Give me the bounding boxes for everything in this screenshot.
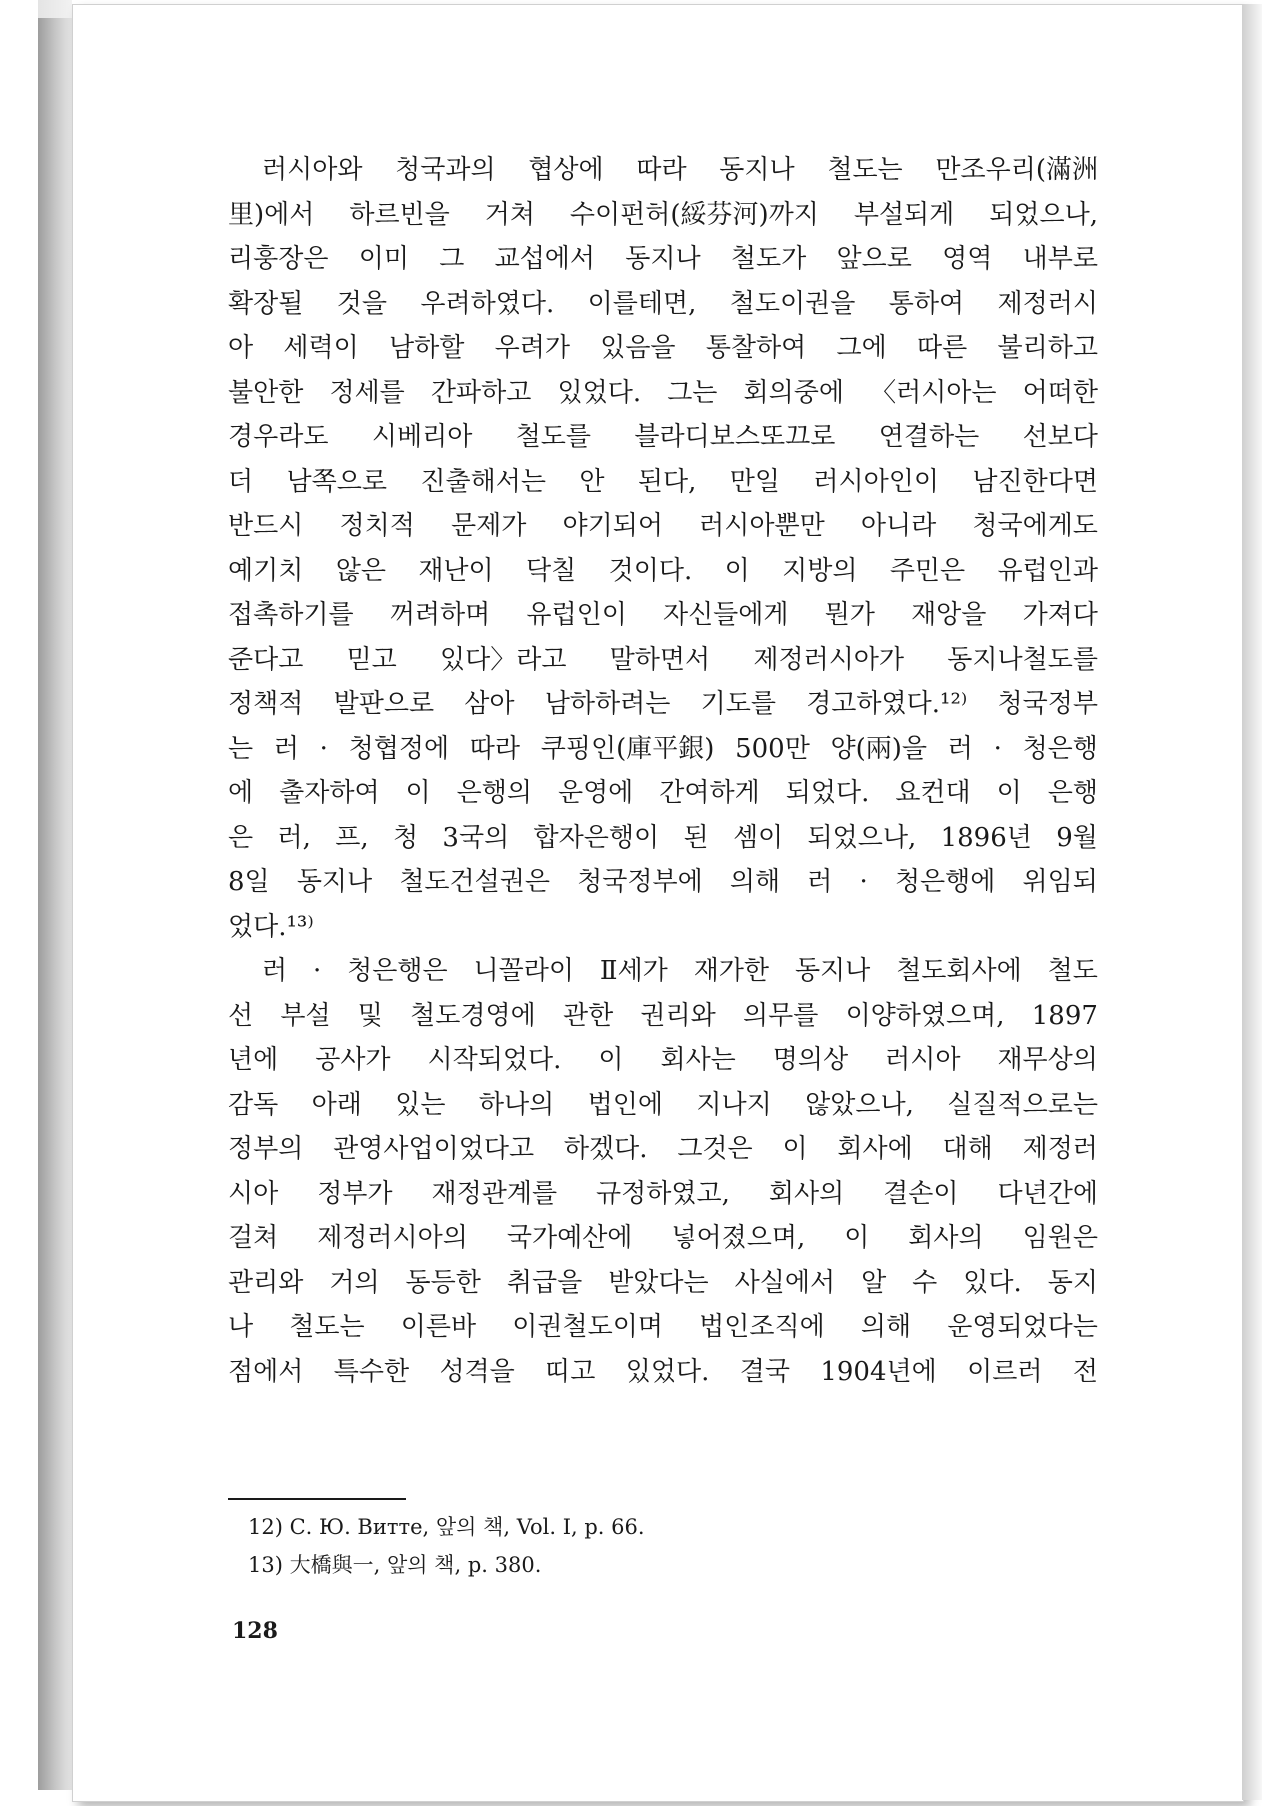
word: 시아 xyxy=(228,1178,279,1209)
word: 철도이권을 xyxy=(729,288,856,319)
word: 1896년 xyxy=(940,822,1032,853)
word: 자신들에게 xyxy=(662,600,789,630)
word: 지나지 xyxy=(696,1089,772,1120)
word: 삼아 xyxy=(464,689,515,719)
word: 재정관계를 xyxy=(431,1178,558,1209)
word: 주민은 xyxy=(889,555,966,586)
word: 제정러시 xyxy=(997,288,1098,319)
word: 발판으로 xyxy=(333,689,435,719)
word: 내부로 xyxy=(1022,244,1098,274)
text-line xyxy=(228,1216,1098,1261)
word: 철도가 xyxy=(730,244,807,274)
word: 의무를 xyxy=(742,1000,819,1031)
word: 꺼려하며 xyxy=(389,600,491,630)
word: 공사가 xyxy=(315,1045,391,1075)
word: 제정러시아가 xyxy=(753,644,905,675)
word: 진출해서는 xyxy=(420,466,546,497)
word: 8일 xyxy=(228,867,270,897)
footnote-divider xyxy=(228,1498,406,1500)
text-line xyxy=(228,549,1098,594)
word: 것을 xyxy=(336,288,387,319)
word: 철도를 xyxy=(515,422,592,452)
word: · xyxy=(313,956,322,986)
word: 그는 xyxy=(667,377,718,408)
word: 러 xyxy=(262,956,288,986)
book-spine xyxy=(38,18,72,1790)
word: 있다. xyxy=(963,1267,1022,1298)
word: 국가예산에 xyxy=(506,1223,633,1253)
word: 되었으나, xyxy=(989,199,1098,230)
page-right-edge-shadow xyxy=(1242,4,1262,1800)
word: Ⅱ세가 xyxy=(599,956,668,986)
word: 선보다 xyxy=(1022,422,1098,452)
word: 아래 xyxy=(311,1089,362,1120)
text-line xyxy=(228,148,1098,193)
word: 시베리아 xyxy=(371,422,473,452)
word: 및 xyxy=(357,1000,383,1031)
word: 그것은 xyxy=(677,1134,753,1164)
word: 의해 xyxy=(729,867,781,897)
word: 특수한 xyxy=(333,1356,410,1387)
word: 정치적 xyxy=(339,511,415,541)
word: 것이다. xyxy=(608,555,693,586)
word: 있었다. xyxy=(557,377,642,408)
word: 철도회사에 xyxy=(896,956,1022,986)
word: 청협정에 xyxy=(348,733,450,764)
word: 아니라 xyxy=(860,511,937,541)
word: 에 xyxy=(228,778,254,808)
text-line xyxy=(228,905,1098,950)
word: 법인조직에 xyxy=(699,1312,825,1342)
word: 러, xyxy=(277,822,311,853)
text-line xyxy=(228,1038,1098,1083)
word: 유럽인과 xyxy=(997,555,1098,586)
word: 준다고 xyxy=(228,644,304,675)
text-line xyxy=(228,237,1098,282)
word: 있음을 xyxy=(600,333,676,363)
word: 남쪽으로 xyxy=(286,466,387,497)
word: 협상에 xyxy=(528,155,604,185)
word: 법인에 xyxy=(587,1089,663,1120)
word: 있었다. xyxy=(625,1356,710,1387)
word: 거의 xyxy=(329,1267,380,1298)
word: 재무상의 xyxy=(997,1045,1098,1075)
text-line xyxy=(228,816,1098,861)
word: 교섭에서 xyxy=(494,244,596,274)
word: 청국과의 xyxy=(395,155,496,185)
word: 영역 xyxy=(942,244,993,274)
word: 간파하고 xyxy=(430,377,532,408)
word: 만조우리(滿洲 xyxy=(935,155,1098,185)
text-line xyxy=(228,282,1098,327)
word: 청 xyxy=(392,822,419,853)
word: 재가한 xyxy=(693,956,770,986)
text-line xyxy=(228,994,1098,1039)
word: 믿고 xyxy=(346,644,397,675)
word: 동지나 xyxy=(719,155,795,185)
text-line xyxy=(228,1083,1098,1128)
word: 이양하였으며, xyxy=(845,1000,1005,1031)
word: 지방의 xyxy=(782,555,858,586)
word: 경고하였다.¹²⁾ xyxy=(806,689,968,719)
word: 규정하였고, xyxy=(596,1178,730,1209)
word: 재난이 xyxy=(418,555,494,586)
word: 리훙장은 xyxy=(228,244,329,274)
word: 만일 xyxy=(729,466,780,497)
word: 철도건설권은 xyxy=(399,867,551,897)
word: 어떠한 xyxy=(1022,377,1098,408)
text-line xyxy=(228,1127,1098,1172)
text-line xyxy=(228,638,1098,683)
word: 예기치 xyxy=(228,555,304,586)
word: 동등한 xyxy=(405,1267,481,1298)
word: 철도는 xyxy=(289,1312,365,1342)
word: 나 xyxy=(228,1312,254,1342)
word: 청은행에 xyxy=(894,867,996,897)
word: 청은행은 xyxy=(347,956,448,986)
word: 거쳐 xyxy=(484,199,535,230)
text-line xyxy=(228,682,1098,727)
word: 500만 xyxy=(735,733,810,764)
word: 회사의 xyxy=(908,1223,984,1253)
word: 회사에 xyxy=(837,1134,913,1164)
text-line xyxy=(228,1172,1098,1217)
word: 관영사업이었다고 xyxy=(333,1134,535,1164)
word: 전 xyxy=(1072,1356,1098,1387)
text-line xyxy=(228,949,1098,994)
word: · xyxy=(319,733,328,764)
word: 반드시 xyxy=(228,511,304,541)
word: 동지나 xyxy=(625,244,701,274)
word: 불안한 xyxy=(228,377,304,408)
word: 확장될 xyxy=(228,288,304,319)
word: 러시아인이 xyxy=(813,466,939,497)
word: 그 xyxy=(439,244,465,274)
word: 은행 xyxy=(1047,778,1098,808)
word: 러 xyxy=(947,733,973,764)
word: 있는 xyxy=(395,1089,446,1120)
word: 뭔가 xyxy=(824,600,875,630)
text-line xyxy=(228,326,1098,371)
text-line xyxy=(228,593,1098,638)
text-line xyxy=(228,727,1098,772)
word: 셈이 xyxy=(732,822,784,853)
word: 동지 xyxy=(1047,1267,1098,1298)
word: 제정러시아의 xyxy=(317,1223,468,1253)
word: 연결하는 xyxy=(878,422,980,452)
word: 아 xyxy=(228,333,254,363)
word: 이르러 xyxy=(967,1356,1043,1387)
word: 되었다. xyxy=(785,778,870,808)
word: 부설되게 xyxy=(853,199,955,230)
word: 수 xyxy=(912,1267,938,1298)
word: 정세를 xyxy=(329,377,405,408)
word: 알 xyxy=(861,1267,887,1298)
word: 시작되었다. xyxy=(427,1045,562,1075)
word: 넣어졌으며, xyxy=(671,1223,806,1253)
word: 하겠다. xyxy=(563,1134,648,1164)
word: 회의중에 xyxy=(743,377,844,408)
word: 회사는 xyxy=(660,1045,736,1075)
word: 철도는 xyxy=(827,155,903,185)
word: 러시아와 xyxy=(262,155,363,185)
word: 요컨대 xyxy=(895,778,971,808)
word: · xyxy=(859,867,868,897)
word: 불리하고 xyxy=(997,333,1098,363)
word: 가져다 xyxy=(1022,600,1098,630)
word: 청은행 xyxy=(1022,733,1098,764)
word: 따른 xyxy=(917,333,968,363)
word: 않은 xyxy=(335,555,386,586)
word: 출자하여 xyxy=(279,778,380,808)
word: 더 xyxy=(228,466,254,497)
word: 러시아뿐만 xyxy=(699,511,825,541)
word: 청국정부에 xyxy=(577,867,703,897)
word: 러 xyxy=(273,733,299,764)
text-line xyxy=(228,771,1098,816)
footnote-13: 13) 大橋與一, 앞의 책, p. 380. xyxy=(248,1553,542,1577)
word: 9월 xyxy=(1056,822,1098,853)
text-line xyxy=(228,415,1098,460)
word: 블라디보스또끄로 xyxy=(634,422,836,452)
text-line xyxy=(228,460,1098,505)
word: 합자은행이 xyxy=(533,822,660,853)
footnote-12: 12) С. Ю. Витте, 앞의 책, Vol. I, p. 66. xyxy=(248,1515,645,1539)
word: 그에 xyxy=(836,333,887,363)
word: 정부가 xyxy=(317,1178,393,1209)
word: 말하면서 xyxy=(609,644,711,675)
word: 실질적으로는 xyxy=(947,1089,1098,1120)
word: 우려가 xyxy=(494,333,570,363)
word: 부설 xyxy=(280,1000,331,1031)
word: 되었으나, xyxy=(807,822,917,853)
word: 안 xyxy=(579,466,605,497)
word: 않았으나, xyxy=(805,1089,914,1120)
word: 명의상 xyxy=(772,1045,849,1075)
word: 이 xyxy=(782,1134,808,1164)
word: 이 xyxy=(598,1045,624,1075)
word: 하나의 xyxy=(478,1089,555,1120)
word: 취급을 xyxy=(506,1267,583,1298)
text-line xyxy=(228,1261,1098,1306)
word: 결국 xyxy=(739,1356,790,1387)
word: 남진한다면 xyxy=(972,466,1098,497)
word: 관리와 xyxy=(228,1267,304,1298)
word: 1897 xyxy=(1031,1000,1098,1031)
word: 재앙을 xyxy=(911,600,987,630)
word: 된 xyxy=(683,822,709,853)
text-line xyxy=(228,1305,1098,1350)
word: 은 xyxy=(228,822,254,853)
word: 경우라도 xyxy=(228,422,329,452)
word: 동지나 xyxy=(794,956,871,986)
word: 철도 xyxy=(1047,956,1098,986)
word: 이미 xyxy=(358,244,409,274)
word: 야기되어 xyxy=(562,511,663,541)
word: 닥칠 xyxy=(526,555,577,586)
body-text xyxy=(228,148,1098,1394)
word: 권리와 xyxy=(640,1000,716,1031)
word: 남하할 xyxy=(388,333,465,363)
word: 이 xyxy=(996,778,1022,808)
word: 통찰하여 xyxy=(705,333,807,363)
word: 이를테면, xyxy=(587,288,697,319)
word: 청국정부 xyxy=(997,689,1098,719)
word: 는 xyxy=(228,733,254,764)
word: 점에서 xyxy=(228,1356,304,1387)
word: 었다.¹³⁾ xyxy=(228,911,314,942)
word: 1904년에 xyxy=(820,1356,937,1387)
word: 기도를 xyxy=(700,689,776,719)
word: 년에 xyxy=(228,1045,279,1075)
word: 니꼴라이 xyxy=(473,956,574,986)
word: 문제가 xyxy=(451,511,527,541)
word: 의해 xyxy=(860,1312,912,1342)
word: 남하하려는 xyxy=(544,689,671,719)
word: 앞으로 xyxy=(836,244,912,274)
text-line xyxy=(228,860,1098,905)
word: 하르빈을 xyxy=(349,199,450,230)
book-spine-top xyxy=(38,0,72,18)
word: 청국에게도 xyxy=(972,511,1098,541)
word: 접촉하기를 xyxy=(228,600,354,630)
word: 사실에서 xyxy=(734,1267,836,1298)
word: 운영되었다는 xyxy=(947,1312,1098,1342)
word: 관한 xyxy=(562,1000,614,1031)
word: 성격을 xyxy=(439,1356,515,1387)
word: 걸쳐 xyxy=(228,1223,279,1253)
word: 제정러 xyxy=(1022,1134,1098,1164)
word: 里)에서 xyxy=(228,199,315,230)
word: 우려하였다. xyxy=(420,288,555,319)
word: 임원은 xyxy=(1022,1223,1098,1253)
word: 프, xyxy=(335,822,369,853)
word: 선 xyxy=(228,1000,254,1031)
word: 받았다는 xyxy=(608,1267,709,1298)
word: 회사의 xyxy=(768,1178,845,1209)
word: 쿠핑인(庫平銀) xyxy=(540,733,715,764)
text-line xyxy=(228,504,1098,549)
word: · xyxy=(993,733,1002,764)
word: 이 xyxy=(724,555,750,586)
word: 동지나 xyxy=(296,867,373,897)
word: 러 xyxy=(807,867,833,897)
word: 이른바 xyxy=(400,1312,477,1342)
word: 위임되 xyxy=(1022,867,1098,897)
word: 이권철도이며 xyxy=(512,1312,663,1342)
word: 된다, xyxy=(637,466,697,497)
page-number: 128 xyxy=(232,1618,278,1644)
text-line xyxy=(228,371,1098,416)
word: 따라 xyxy=(636,155,687,185)
word: 간여하게 xyxy=(659,778,760,808)
word: 따라 xyxy=(469,733,521,764)
word: 이 xyxy=(405,778,431,808)
word: 수이펀허(綏芬河)까지 xyxy=(569,199,819,230)
word: 은행의 xyxy=(456,778,532,808)
text-line xyxy=(228,193,1098,238)
word: 띠고 xyxy=(545,1356,596,1387)
word: 〈러시아는 xyxy=(870,377,997,408)
word: 이 xyxy=(844,1223,870,1253)
word: 정부의 xyxy=(228,1134,304,1164)
word: 정책적 xyxy=(228,689,304,719)
word: 유럽인이 xyxy=(526,600,627,630)
word: 운영에 xyxy=(557,778,634,808)
word: 동지나철도를 xyxy=(947,644,1098,675)
word: 다년간에 xyxy=(997,1178,1098,1209)
word: 감독 xyxy=(228,1089,279,1120)
footnotes xyxy=(248,1508,1098,1584)
word: 있다〉라고 xyxy=(440,644,567,675)
word: 결손이 xyxy=(883,1178,959,1209)
word: 러시아 xyxy=(885,1045,961,1075)
word: 양(兩)을 xyxy=(830,733,928,764)
word: 철도경영에 xyxy=(410,1000,536,1031)
word: 통하여 xyxy=(888,288,965,319)
text-line xyxy=(228,1350,1098,1395)
word: 대해 xyxy=(942,1134,993,1164)
word: 3국의 xyxy=(442,822,510,853)
word: 세력이 xyxy=(283,333,359,363)
